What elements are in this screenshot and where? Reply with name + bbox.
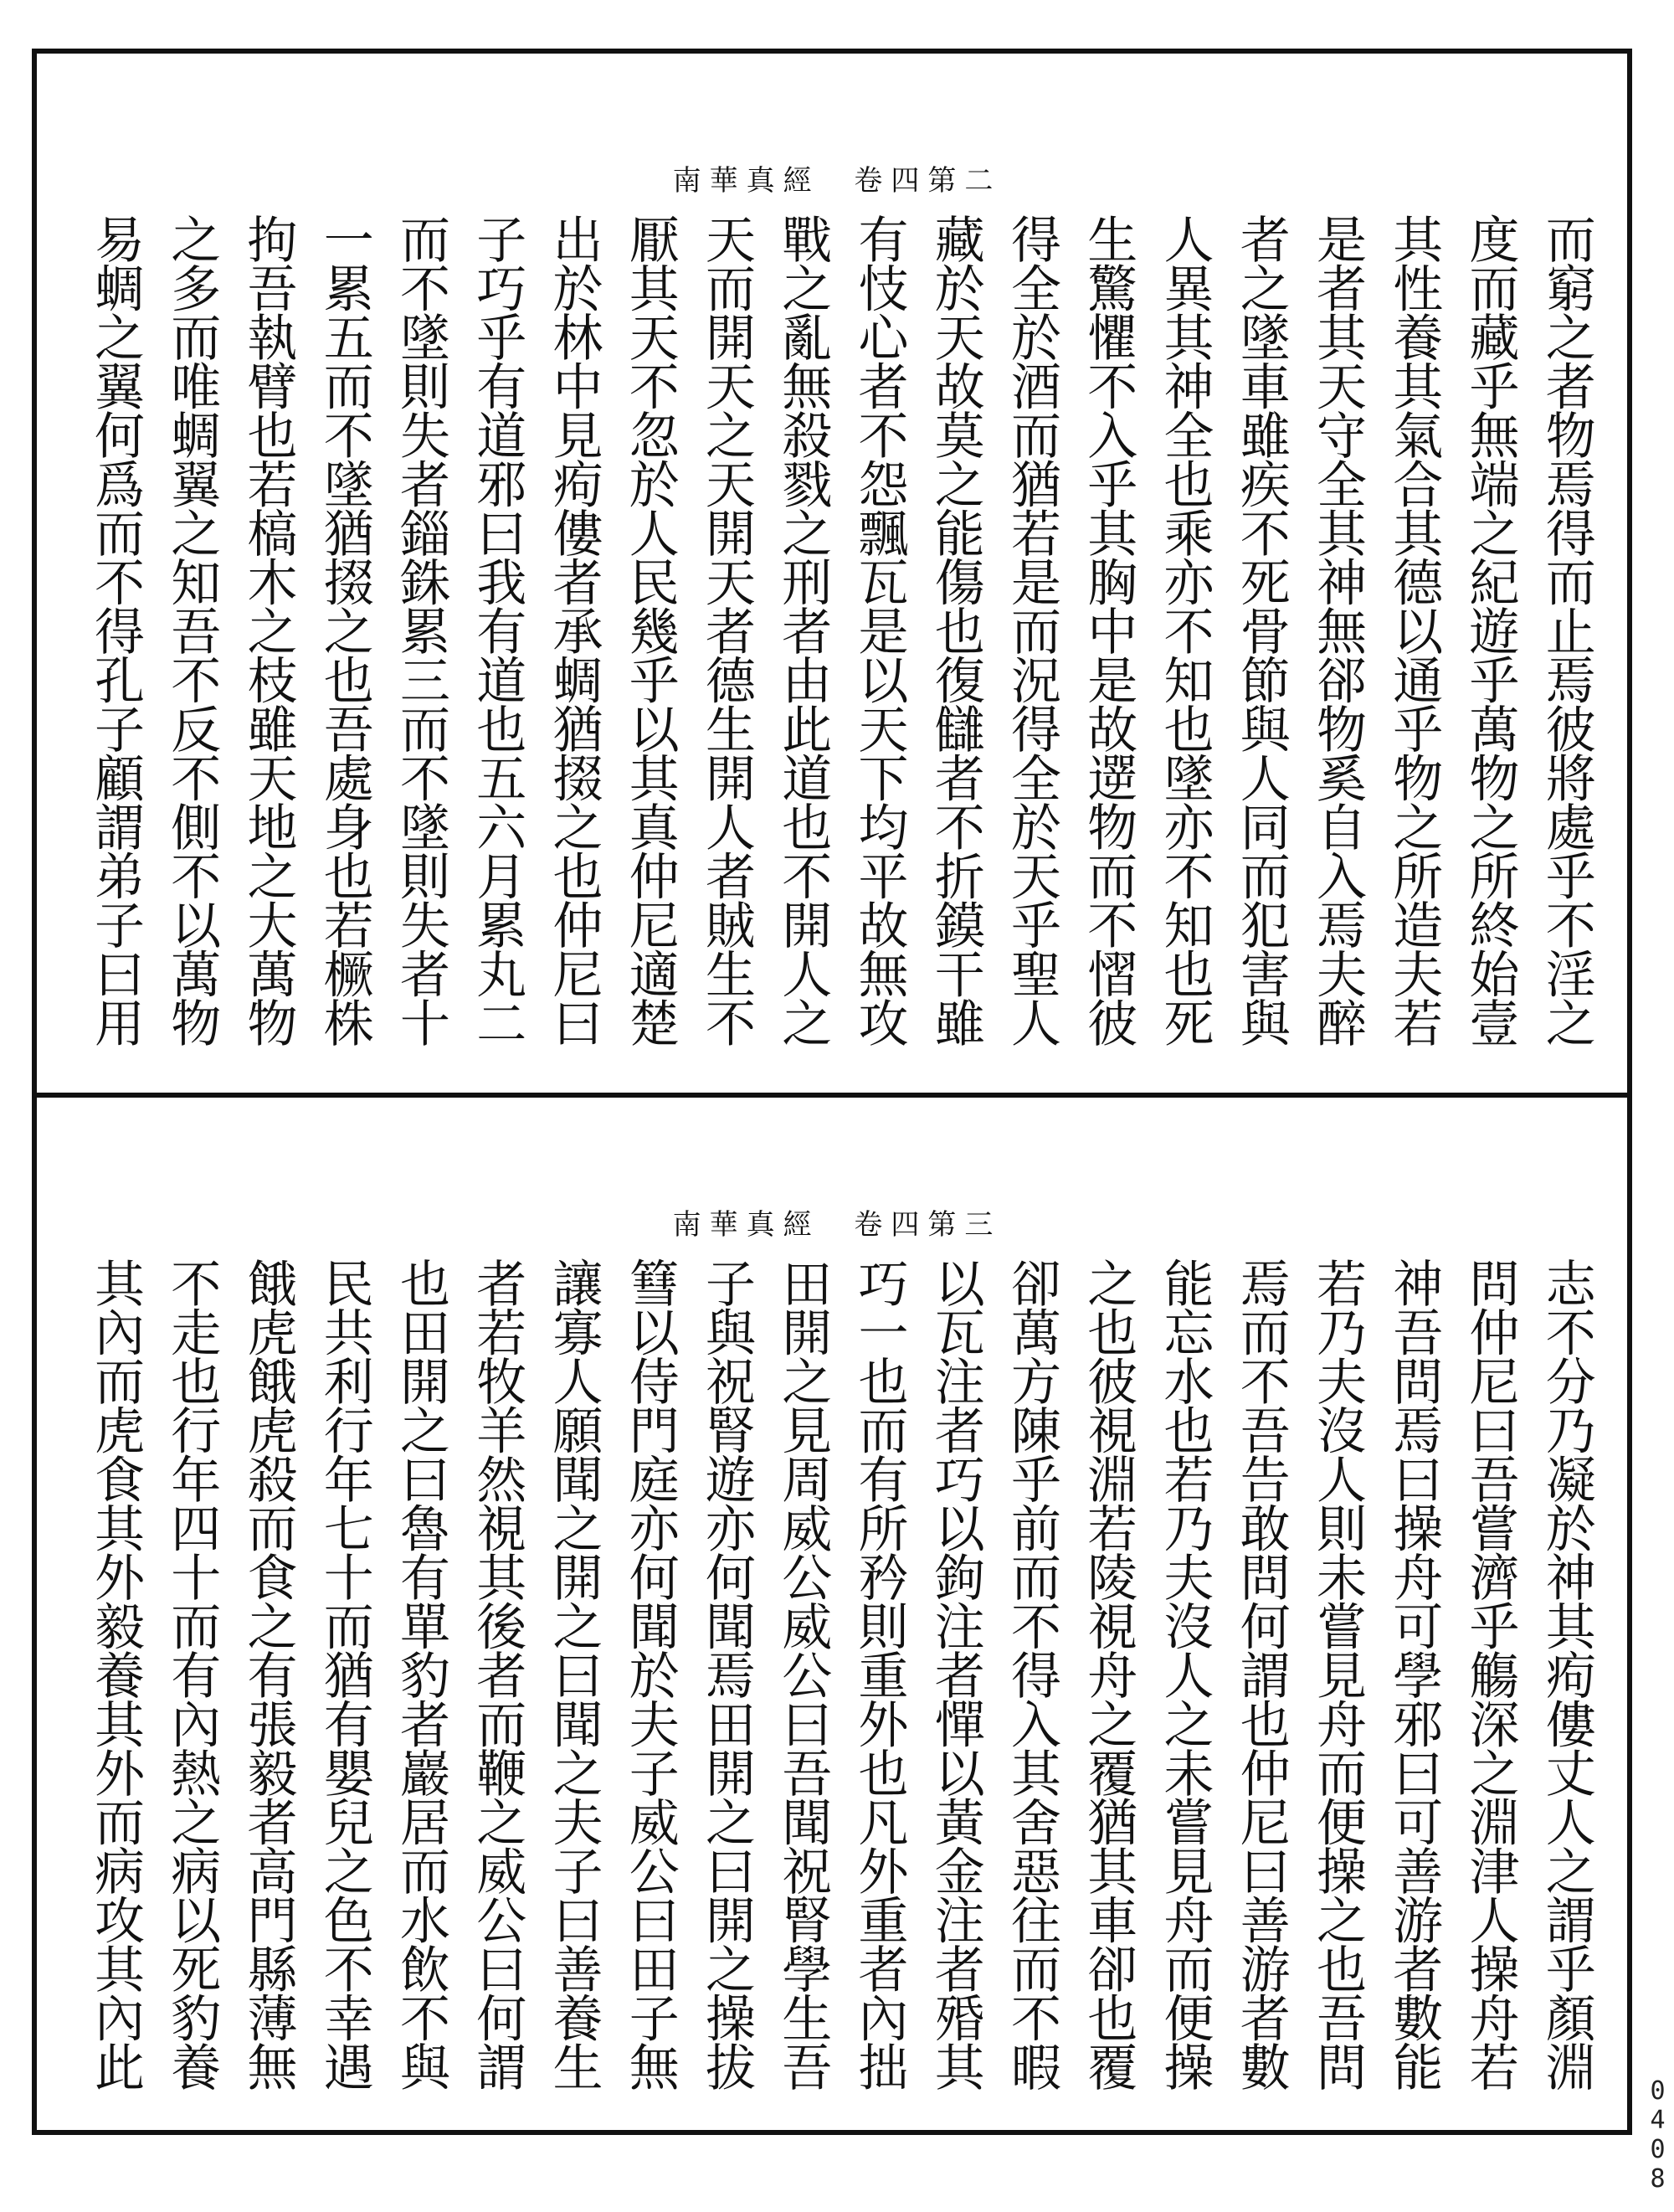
- lower-text-column: 餓虎餓虎殺而食之有張毅者高門縣薄無: [239, 1258, 298, 2091]
- page-number: [1639, 2076, 1672, 2204]
- upper-text-body: [80, 213, 1603, 1168]
- lower-text-column: 以瓦注者巧以鉤注者憚以黃金注者殙其: [926, 1258, 985, 2091]
- upper-text-column: 得全於酒而猶若是而況得全於天乎聖人: [1003, 213, 1061, 1047]
- lower-text-column: 若乃夫沒人則未嘗見舟而便操之也吾問: [1308, 1258, 1367, 2091]
- lower-text-column: 卻萬方陳乎前而不得入其舍惡往而不暇: [1003, 1258, 1061, 2091]
- upper-header: [586, 157, 1088, 198]
- upper-text-column: 厭其天不忽於人民幾乎以其真仲尼適楚: [620, 213, 680, 1047]
- lower-text-column: 者若牧羊然視其後者而鞭之威公曰何謂: [468, 1258, 527, 2091]
- lower-text-column: 之也彼視淵若陵視舟之覆猶其車卻也覆: [1079, 1258, 1138, 2091]
- page-number-text: 0408: [1643, 2076, 1672, 2194]
- upper-text-column: 戰之亂無殺戮之刑者由此道也不開人之: [773, 213, 833, 1047]
- lower-text-column: 讓寡人願聞之開之曰聞之夫子曰善養生: [544, 1258, 603, 2091]
- upper-text-column: 而不墜則失者錙銖累三而不墜則失者十: [392, 213, 450, 1047]
- upper-text-column: 是者其天守全其神無郤物奚自入焉夫醉: [1308, 213, 1367, 1047]
- lower-text-column: 田開之見周威公威公曰吾聞祝腎學生吾: [773, 1258, 833, 2091]
- upper-text-column: 易蜩之翼何爲而不得孔子顧謂弟子曰用: [86, 213, 145, 1047]
- lower-text-column: 子與祝腎遊亦何聞焉田開之曰開之操拔: [697, 1258, 756, 2091]
- lower-text-column: 神吾問焉曰操舟可學邪曰可善游者數能: [1384, 1258, 1444, 2091]
- lower-text-column: 民共利行年七十而猶有嬰兒之色不幸遇: [315, 1258, 374, 2091]
- lower-header: [586, 1201, 1088, 1242]
- upper-header-title: 南華真經: [672, 164, 820, 198]
- upper-header-volume: 卷四第二: [854, 164, 1002, 198]
- upper-text-column: 拘吾執臂也若槁木之枝雖天地之大萬物: [239, 213, 298, 1047]
- upper-text-column: 子巧乎有道邪曰我有道也五六月累丸二: [468, 213, 527, 1047]
- lower-header-volume: 卷四第三: [854, 1208, 1002, 1242]
- lower-text-column: 志不分乃凝於神其痀僂丈人之謂乎顏淵: [1537, 1258, 1596, 2091]
- lower-header-title: 南華真經: [672, 1208, 820, 1242]
- upper-text-column: 其性養其氣合其德以通乎物之所造夫若: [1384, 213, 1444, 1047]
- lower-text-column: 能忘水也若乃夫沒人之未嘗見舟而便操: [1155, 1258, 1214, 2091]
- lower-text-column: 問仲尼曰吾嘗濟乎觴深之淵津人操舟若: [1461, 1258, 1520, 2091]
- lower-text-column: 巧一也而有所矜則重外也凡外重者內拙: [850, 1258, 909, 2091]
- upper-text-column: 人異其神全也乘亦不知也墜亦不知也死: [1155, 213, 1214, 1047]
- upper-text-column: 而窮之者物焉得而止焉彼將處乎不淫之: [1537, 213, 1596, 1047]
- upper-text-column: 有忮心者不怨飄瓦是以天下均平故無攻: [850, 213, 909, 1047]
- upper-text-column: 生驚懼不入乎其胸中是故遻物而不慴彼: [1079, 213, 1138, 1047]
- lower-text-column: 不走也行年四十而有內熱之病以死豹養: [162, 1258, 222, 2091]
- lower-text-column: 也田開之曰魯有單豹者巖居而水飲不與: [392, 1258, 450, 2091]
- upper-text-column: 一累五而不墜猶掇之也吾處身也若橛株: [315, 213, 374, 1047]
- lower-text-column: 篲以侍門庭亦何聞於夫子威公曰田子無: [620, 1258, 680, 2091]
- upper-text-column: 藏於天故莫之能傷也復讎者不折鏌干雖: [926, 213, 985, 1047]
- lower-text-column: 其內而虎食其外毅養其外而病攻其內此: [86, 1258, 145, 2091]
- lower-text-body: [80, 1258, 1603, 2212]
- upper-text-column: 出於林中見痀僂者承蜩猶掇之也仲尼曰: [544, 213, 603, 1047]
- lower-text-column: 焉而不吾告敢問何謂也仲尼曰善游者數: [1231, 1258, 1291, 2091]
- upper-text-column: 者之墜車雖疾不死骨節與人同而犯害與: [1231, 213, 1291, 1047]
- upper-text-column: 之多而唯蜩翼之知吾不反不側不以萬物: [162, 213, 222, 1047]
- upper-text-column: 天而開天之天開天者德生開人者賊生不: [697, 213, 756, 1047]
- upper-text-column: 度而藏乎無端之紀遊乎萬物之所終始壹: [1461, 213, 1520, 1047]
